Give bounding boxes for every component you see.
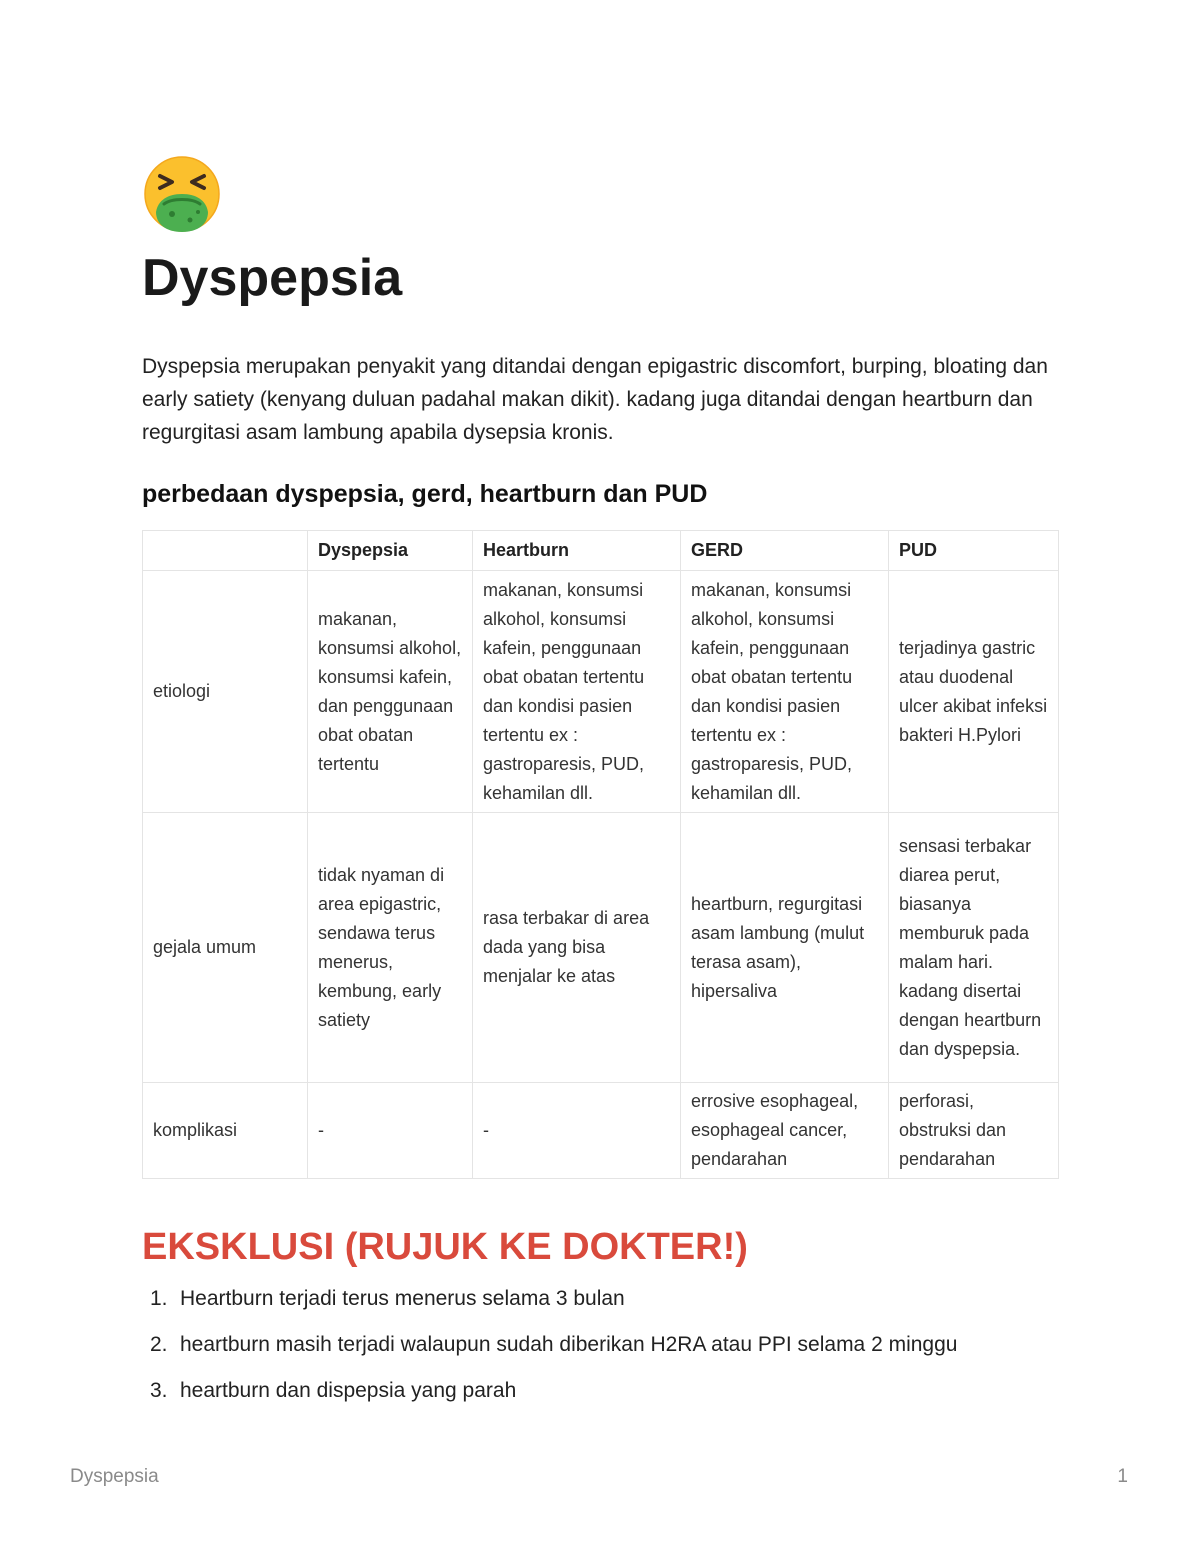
footer-page-number: 1: [1117, 1466, 1128, 1487]
page-title: Dyspepsia: [142, 249, 403, 307]
list-text: heartburn masih terjadi walaupun sudah diberikan H2RA atau PPI selama 2 minggu: [180, 1333, 958, 1356]
table-row-etiologi: [143, 571, 1059, 813]
list-item: [150, 1282, 957, 1328]
table-row-komplikasi: [143, 1083, 1059, 1179]
table-cell: perforasi, obstruksi dan pendarahan: [889, 1083, 1059, 1179]
header-cell-heartburn: Heartburn: [473, 531, 681, 571]
table-cell: makanan, konsumsi alkohol, konsumsi kafein, dan penggunaan obat obatan tertentu: [308, 571, 473, 813]
row-label: komplikasi: [143, 1083, 308, 1179]
list-text: Heartburn terjadi terus menerus selama 3 bulan: [180, 1287, 625, 1310]
exclusion-heading: EKSKLUSI (RUJUK KE DOKTER!): [142, 1226, 748, 1268]
comparison-heading: perbedaan dyspepsia, gerd, heartburn dan PUD: [142, 480, 708, 508]
table-cell: terjadinya gastric atau duodenal ulcer akibat infeksi bakteri H.Pylori: [889, 571, 1059, 813]
list-item: [150, 1328, 957, 1374]
table-row-gejala-umum: [143, 813, 1059, 1083]
table-cell: sensasi terbakar diarea perut, biasanya memburuk pada malam hari. kadang disertai dengan heartburn dan dyspepsia.: [889, 813, 1059, 1083]
table-cell: rasa terbakar di area dada yang bisa menjalar ke atas: [473, 813, 681, 1083]
table-cell: tidak nyaman di area epigastric, sendawa terus menerus, kembung, early satiety: [308, 813, 473, 1083]
header-cell-pud: PUD: [889, 531, 1059, 571]
table-cell: makanan, konsumsi alkohol, konsumsi kafein, penggunaan obat obatan tertentu dan kondisi pasien tertentu ex : gastroparesis, PUD, kehamilan dll.: [681, 571, 889, 813]
nauseated-face-icon: [142, 154, 222, 234]
list-item: [150, 1374, 957, 1420]
header-cell-dyspepsia: Dyspepsia: [308, 531, 473, 571]
header-cell-gerd: GERD: [681, 531, 889, 571]
table-cell: -: [308, 1083, 473, 1179]
list-text: heartburn dan dispepsia yang parah: [180, 1379, 517, 1402]
footer-document-title: Dyspepsia: [70, 1466, 159, 1487]
comparison-table: [142, 530, 1059, 1179]
intro-paragraph: Dyspepsia merupakan penyakit yang ditandai dengan epigastric discomfort, burping, bloating dan early satiety (kenyang duluan padahal makan dikit). kadang juga ditandai dengan heartburn dan regurgitasi asam lambung apabila dysepsia kronis.: [142, 355, 1048, 444]
list-number: 1.: [150, 1287, 168, 1310]
header-cell-empty: [143, 531, 308, 571]
row-label: gejala umum: [143, 813, 308, 1083]
exclusion-list: [150, 1282, 957, 1420]
table-cell: -: [473, 1083, 681, 1179]
row-label: etiologi: [143, 571, 308, 813]
table-header-row: [143, 531, 1059, 571]
list-number: 3.: [150, 1379, 168, 1402]
table-cell: makanan, konsumsi alkohol, konsumsi kafein, penggunaan obat obatan tertentu dan kondisi pasien tertentu ex : gastroparesis, PUD, kehamilan dll.: [473, 571, 681, 813]
table-cell: errosive esophageal, esophageal cancer, pendarahan: [681, 1083, 889, 1179]
list-number: 2.: [150, 1333, 168, 1356]
table-cell: heartburn, regurgitasi asam lambung (mulut terasa asam), hipersaliva: [681, 813, 889, 1083]
